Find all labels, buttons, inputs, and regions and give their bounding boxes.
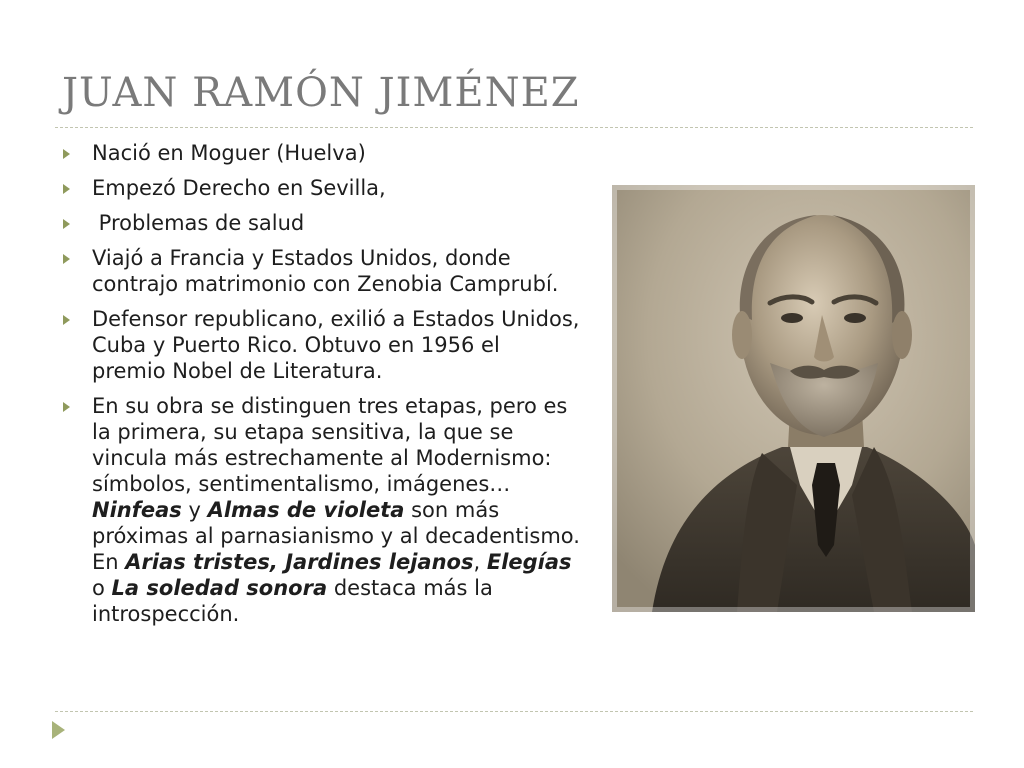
- bullet-item: [60, 140, 580, 166]
- bullet-text: Viajó a Francia y Estados Unidos, donde contrajo matrimonio con Zenobia Camprubí.: [92, 246, 559, 296]
- bullet-arrow-icon: [63, 184, 70, 194]
- bullet-item: [60, 393, 580, 627]
- bullet-arrow-icon: [63, 402, 70, 412]
- slide-title: JUAN RAMÓN JIMÉNEZ: [62, 70, 580, 116]
- bullet-text: o: [92, 576, 112, 600]
- work-title: Ninfeas: [92, 498, 182, 522]
- work-title: Arias tristes, Jardines lejanos: [125, 550, 474, 574]
- bullet-text: ,: [473, 550, 487, 574]
- title-divider: [55, 127, 973, 128]
- bullet-arrow-icon: [63, 315, 70, 325]
- bullet-item: [60, 245, 580, 297]
- play-arrow-icon[interactable]: [52, 721, 65, 739]
- work-title: La soledad sonora: [111, 576, 328, 600]
- bullet-list: [60, 140, 580, 636]
- bullet-text: son más próximas al parnasianismo y al decadentismo. En: [92, 498, 580, 574]
- portrait-illustration: [612, 185, 975, 612]
- bullet-arrow-icon: [63, 149, 70, 159]
- bullet-text: destaca más la introspección.: [92, 576, 493, 626]
- footer-divider: [55, 711, 973, 712]
- bullet-text: Defensor republicano, exilió a Estados Unidos, Cuba y Puerto Rico. Obtuvo en 1956 el premio Nobel de Literatura.: [92, 307, 580, 383]
- bullet-arrow-icon: [63, 219, 70, 229]
- bullet-text: Empezó Derecho en Sevilla,: [92, 176, 386, 200]
- bullet-arrow-icon: [63, 254, 70, 264]
- bullet-text: y: [181, 498, 208, 522]
- bullet-text: En su obra se distinguen tres etapas, pero es la primera, su etapa sensitiva, la que se vincula más estrechamente al Modernismo: símbolos, sentimentalismo, imágenes…: [92, 394, 568, 496]
- bullet-text: Problemas de salud: [92, 211, 305, 235]
- portrait-photo: [612, 185, 975, 612]
- work-title: Elegías: [486, 550, 572, 574]
- work-title: Almas de violeta: [207, 498, 405, 522]
- bullet-item: [60, 210, 580, 236]
- bullet-item: [60, 175, 580, 201]
- bullet-item: [60, 306, 580, 384]
- bullet-text: Nació en Moguer (Huelva): [92, 141, 366, 165]
